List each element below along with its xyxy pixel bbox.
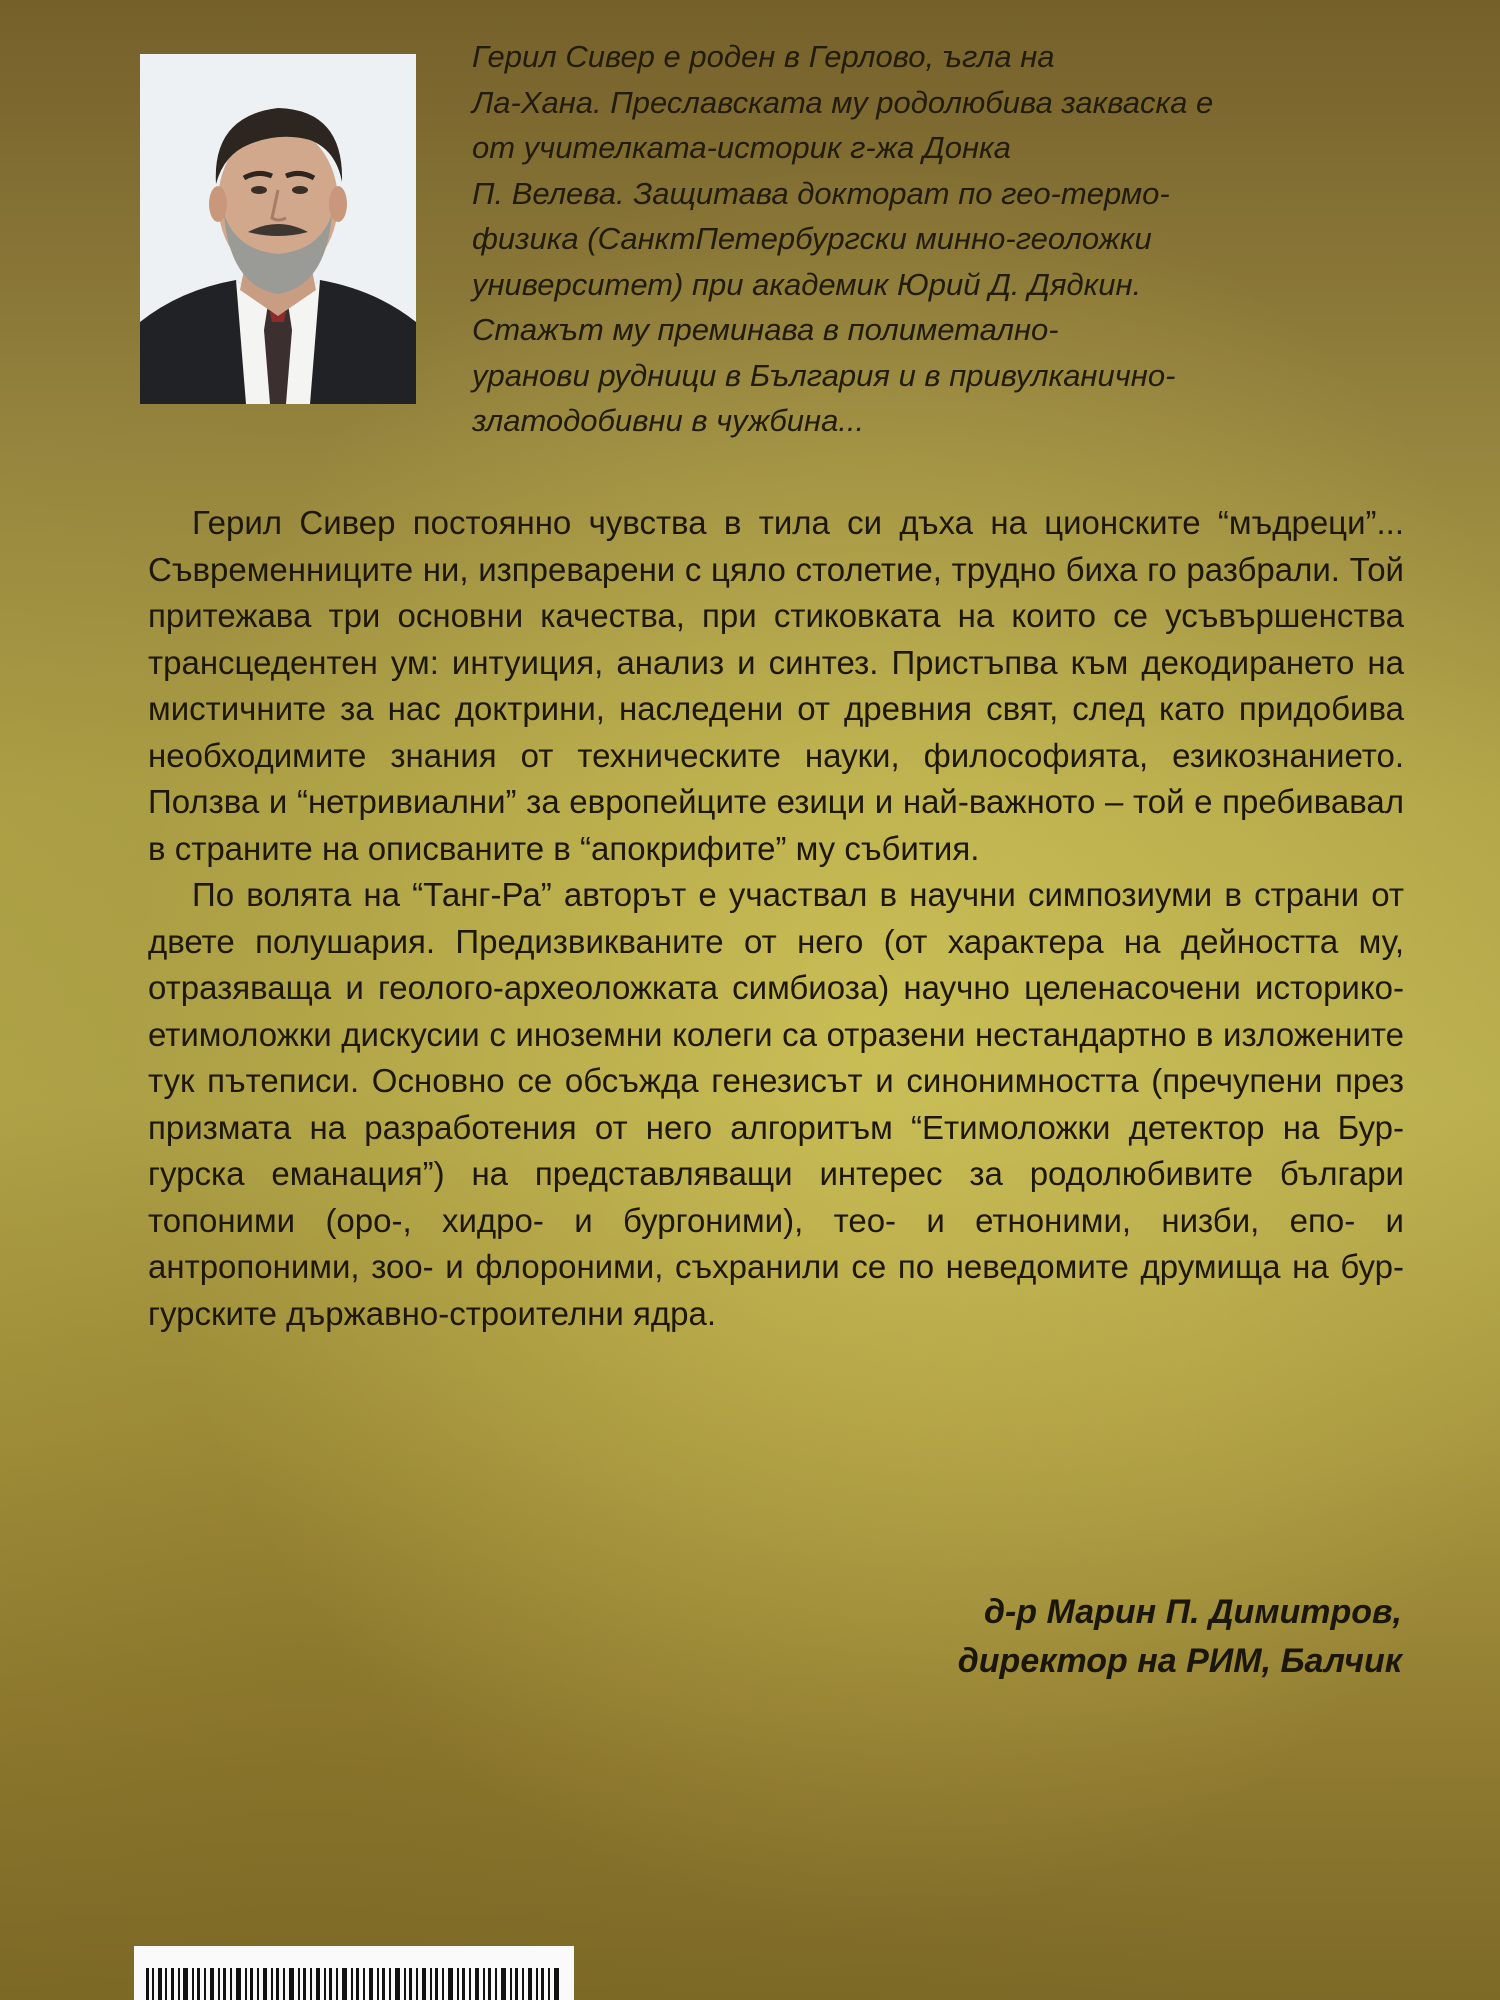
bio-line: Ла-Хана. Преславската му родолюбива закваска е [472,84,1214,120]
author-portrait [140,54,416,404]
paragraph-2: По волята на “Танг-Ра” авторът е участвал в научни симпозиуми в страни от двете полушария. Предизвикваните от него (от характера на дейността му, отразяваща и геолого-археоложката симбиоза) научно целенасочени историко-етимоложки дискусии с иноземни колеги са отразени нестандартно в изложените тук пътеписи. Основно се обсъжда генезисът и синонимността (пречупени през призмата на разработения от него алгоритъм “Етимоложки детектор на Бур-гурска еманация”) на представляващи интерес за родолюбивите българи топоними (оро-, хидро- и бургоними), тео- и етноними, низби, епо- и антропоними, зоо- и флороними, съхранили се по неведомите друмища на бур-гурските държавно-строителни ядра. [148,876,1404,1332]
signature-name: д-р Марин П. Димитров, [983,1593,1402,1631]
bio-line: Герил Сивер е роден в Герлово, ъгла на [472,39,1055,74]
bio-line: университет) при академик Юрий Д. Дядкин. [472,266,1142,302]
bio-line: уранови рудници в България и в привулканично- [472,357,1176,393]
bio-line: Стажът му преминава в полиметално- [472,312,1059,347]
barcode [134,1946,574,2000]
bio-line: златодобивни в чужбина... [472,403,865,438]
signature-title: директор на РИМ, Балчик [957,1642,1402,1680]
author-bio [472,34,1372,444]
bio-line: от учителката-историк г-жа Донка [472,130,1011,165]
paragraph-1: Герил Сивер постоянно чувства в тила си дъха на ционските “мъдреци”... Съвременниците ни, изпреварени с цяло столетие, трудно биха го разбрали. Той притежава три основни качества, при стиковката на които се усъвършенства трансцедентен ум: интуиция, анализ и синтез. Пристъпва към декодирането на мистичните за нас доктрини, наследени от древния свят, след като придобива необходимите знания от техническите науки, философията, езикознанието. Ползва и “нетривиални” за европейците езици и най-важното – той е пребивавал в страните на описваните в “апокрифите” му събития. [148,504,1404,867]
bio-line: физика (СанктПетербургски минно-геоложки [472,221,1152,256]
signature [958,1588,1402,1686]
main-text [148,500,1404,1337]
bio-line: П. Велева. Защитава докторат по гео-термо- [472,175,1170,211]
